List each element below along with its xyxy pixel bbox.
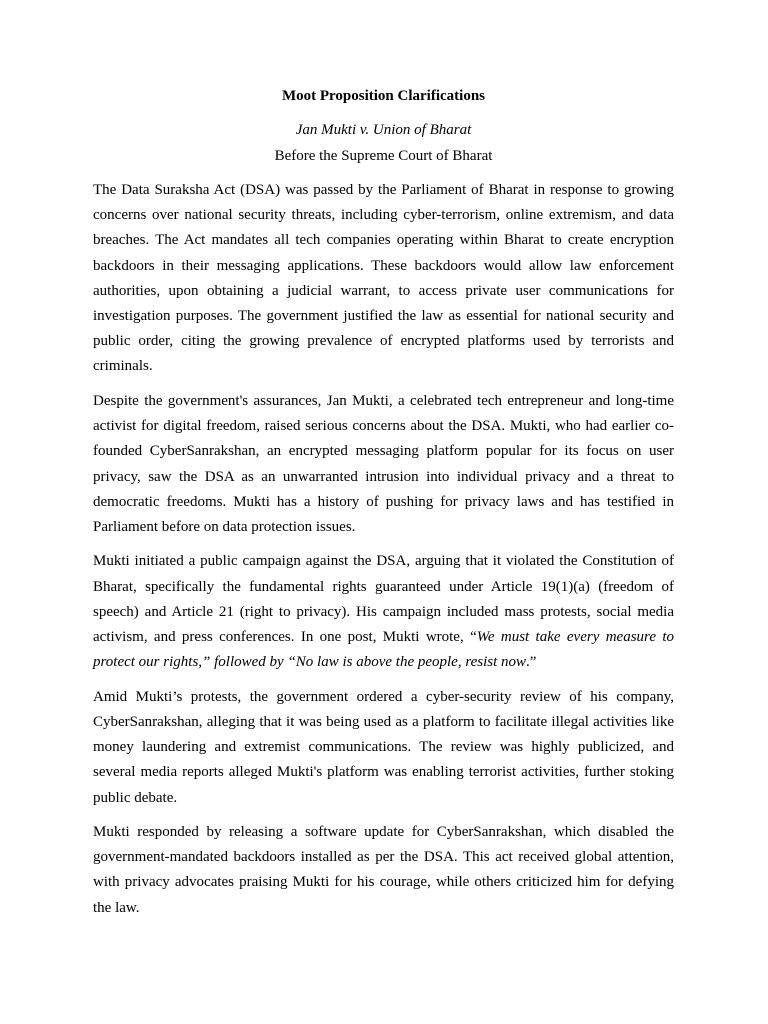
document-page xyxy=(93,84,674,930)
campaign-quote-tail: .” xyxy=(526,654,537,671)
paragraph-public-campaign xyxy=(93,549,674,675)
campaign-text: Mukti initiated a public campaign against the DSA, arguing that it violated the Constitution of Bharat, specifically the fundamental rights guaranteed under Article 19(1)(a) (freedom of speech) and Article 21 (right to privacy). His campaign included mass protests, social media activism, and press conferences. In one post, Mukti wrote, “ xyxy=(93,553,674,646)
paragraph-jan-mukti-concerns: Despite the government's assurances, Jan Mukti, a celebrated tech entrepreneur and long-time activist for digital freedom, raised serious concerns about the DSA. Mukti, who had earlier co-founded CyberSanrakshan, an encrypted messaging platform popular for its focus on user privacy, saw the DSA as an unwarranted intrusion into individual privacy and a threat to democratic freedoms. Mukti has a history of pushing for privacy laws and has testified in Parliament before on data protection issues. xyxy=(93,392,674,535)
campaign-quote: We must take every measure to protect our rights,” followed by “No law is above the people, resist now xyxy=(93,629,674,671)
paragraph-dsa-background: The Data Suraksha Act (DSA) was passed by the Parliament of Bharat in response to growing concerns over national security threats, including cyber-terrorism, online extremism, and data breaches. The Act mandates all tech companies operating within Bharat to create encryption backdoors in their messaging applications. These backdoors would allow law enforcement authorities, upon obtaining a judicial warrant, to access private user communications for investigation purposes. The government justified the law as essential for national security and public order, citing the growing prevalence of encrypted platforms used by terrorists and criminals. xyxy=(93,182,674,375)
paragraph-software-update: Mukti responded by releasing a software update for CyberSanrakshan, which disabled the government-mandated backdoors installed as per the DSA. This act received global attention, with privacy advocates praising Mukti for his courage, while others criticized him for defying the law. xyxy=(93,824,674,916)
case-name: Jan Mukti v. Union of Bharat xyxy=(295,122,472,138)
court-line: Before the Supreme Court of Bharat xyxy=(274,148,493,164)
document-title: Moot Proposition Clarifications xyxy=(281,88,486,104)
paragraph-cyber-review: Amid Mukti’s protests, the government ordered a cyber-security review of his company, CyberSanrakshan, alleging that it was being used as a platform to facilitate illegal activities like money laundering and extremist communications. The review was highly publicized, and several media reports alleged Mukti's platform was enabling terrorist activities, further stoking public debate. xyxy=(93,688,674,806)
